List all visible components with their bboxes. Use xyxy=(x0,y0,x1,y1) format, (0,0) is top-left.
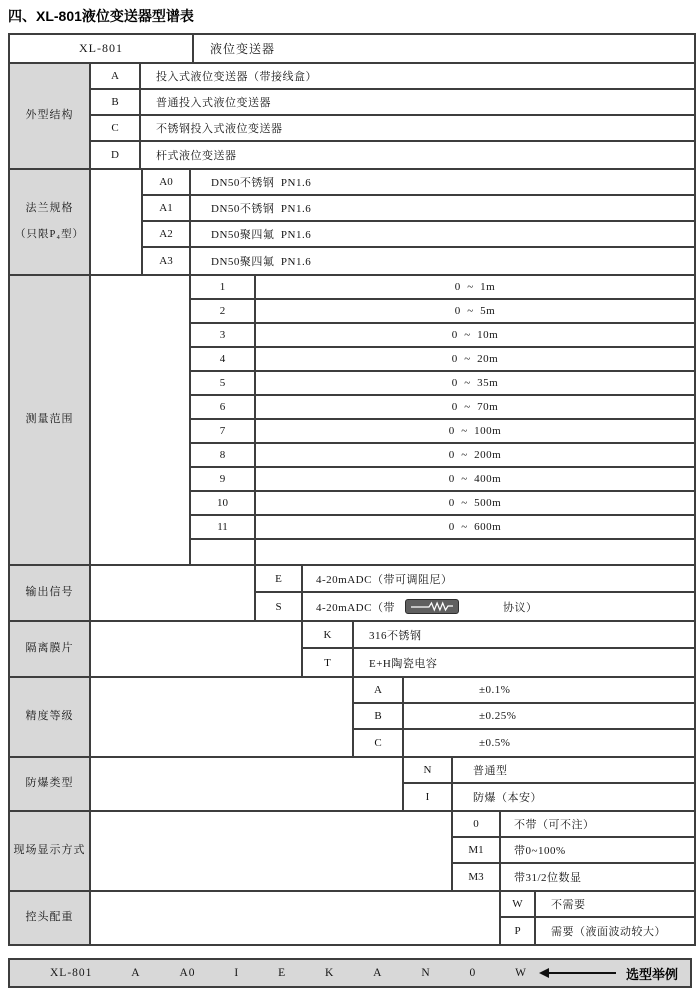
option-desc-cell: ±0.25% xyxy=(479,710,517,722)
option-desc-cell: 0 ~ 10m xyxy=(451,329,499,341)
category-label: 现场显示方式 xyxy=(13,844,86,857)
option-code-cell: 0 xyxy=(453,812,501,836)
example-codes xyxy=(22,967,527,979)
option-desc-cell: 4-20mADC（带可调阻尼） xyxy=(316,573,453,586)
option-desc-cell: 0 ~ 500m xyxy=(448,497,502,509)
section-row xyxy=(10,64,694,170)
indent-spacer-cell xyxy=(91,758,404,810)
option-row xyxy=(191,468,694,492)
category-label: 法兰规格 xyxy=(25,202,74,215)
option-desc-cell: 不需要 xyxy=(551,899,586,911)
example-code: A xyxy=(373,967,383,979)
option-desc-cell: 0 ~ 1m xyxy=(454,281,496,293)
option-code-cell: 1 xyxy=(191,276,256,298)
option-code-cell: K xyxy=(303,622,354,647)
option-row xyxy=(143,196,694,222)
option-row xyxy=(191,372,694,396)
section-row xyxy=(10,622,694,678)
option-code-cell: A3 xyxy=(143,248,191,274)
option-desc-cell: 不带（可不注） xyxy=(514,819,595,831)
category-cell xyxy=(10,678,91,756)
option-desc-cell: 不锈钢投入式液位变送器 xyxy=(156,123,283,135)
option-code-cell: A xyxy=(354,678,404,702)
option-code-cell: 8 xyxy=(191,444,256,466)
option-row xyxy=(303,622,694,649)
option-desc-cell: 普通投入式液位变送器 xyxy=(156,97,271,109)
option-row xyxy=(191,324,694,348)
option-row xyxy=(354,730,694,756)
option-row xyxy=(404,758,694,784)
category-cell xyxy=(10,64,91,168)
option-code-cell: A2 xyxy=(143,222,191,246)
option-desc-cell: ±0.5% xyxy=(479,737,511,749)
category-label: 防爆类型 xyxy=(25,777,74,790)
indent-spacer-cell xyxy=(91,566,256,620)
option-desc-cell: E+H陶瓷电容 xyxy=(369,657,438,670)
option-row xyxy=(191,300,694,324)
option-desc-cell: 防爆（本安） xyxy=(473,792,542,804)
option-row xyxy=(501,892,694,918)
option-row xyxy=(453,864,694,890)
section-row xyxy=(10,758,694,812)
option-row xyxy=(191,348,694,372)
option-desc-cell: DN50聚四氟 PN1.6 xyxy=(211,229,312,241)
option-code-cell: I xyxy=(404,784,453,810)
option-code-cell: 6 xyxy=(191,396,256,418)
option-code-cell: 3 xyxy=(191,324,256,346)
option-code-cell: B xyxy=(354,704,404,728)
option-code-cell: M3 xyxy=(453,864,501,890)
option-code-cell: 9 xyxy=(191,468,256,490)
option-code-cell: T xyxy=(303,649,354,676)
option-code-cell: 7 xyxy=(191,420,256,442)
hart-protocol-logo xyxy=(405,599,459,614)
option-code-cell: 5 xyxy=(191,372,256,394)
example-code: XL-801 xyxy=(50,967,93,979)
page-title: 四、XL-801液位变送器型谱表 xyxy=(8,8,194,24)
option-code-cell: C xyxy=(354,730,404,756)
option-row xyxy=(91,90,694,116)
option-code-cell: D xyxy=(91,142,141,168)
option-desc-cell: 0 ~ 20m xyxy=(451,353,499,365)
option-row xyxy=(453,838,694,864)
option-desc-cell: ±0.1% xyxy=(479,684,511,696)
category-note: （只限P₄型） xyxy=(14,229,84,241)
category-cell xyxy=(10,276,91,564)
option-row xyxy=(256,566,694,593)
option-row xyxy=(191,516,694,540)
section-row xyxy=(10,892,694,944)
left-arrow-icon xyxy=(541,972,616,974)
option-code-cell: S xyxy=(256,593,303,620)
option-desc-cell: 杆式液位变送器 xyxy=(156,150,237,162)
section-row xyxy=(10,566,694,622)
indent-spacer-cell xyxy=(91,678,354,756)
option-row xyxy=(191,396,694,420)
category-cell xyxy=(10,622,91,676)
section-row xyxy=(10,276,694,566)
section-row xyxy=(10,678,694,758)
option-desc-cell: 带0~100% xyxy=(514,845,566,857)
option-code-cell: 4 xyxy=(191,348,256,370)
option-row xyxy=(191,276,694,300)
indent-spacer-cell xyxy=(91,812,453,890)
option-code-cell: B xyxy=(91,90,141,114)
option-row xyxy=(404,784,694,810)
example-code: A0 xyxy=(179,967,196,979)
option-row xyxy=(91,142,694,168)
indent-spacer-cell xyxy=(91,170,143,274)
option-row xyxy=(191,420,694,444)
option-code-cell: P xyxy=(501,918,536,944)
option-code-cell: N xyxy=(404,758,453,782)
category-cell xyxy=(10,812,91,890)
example-label: 选型举例 xyxy=(625,966,678,982)
option-code-cell xyxy=(191,540,256,564)
category-label: 测量范围 xyxy=(25,413,74,426)
option-desc-cell: 0 ~ 400m xyxy=(448,473,502,485)
category-label: 精度等级 xyxy=(25,710,74,723)
indent-spacer-cell xyxy=(91,276,191,564)
model-header-row xyxy=(10,35,694,64)
option-row xyxy=(191,444,694,468)
category-cell xyxy=(10,566,91,620)
category-label: 控头配重 xyxy=(25,911,74,924)
table-sections xyxy=(10,64,694,944)
option-desc-cell: 316不锈钢 xyxy=(369,629,422,642)
category-cell xyxy=(10,758,91,810)
option-desc-cell: 0 ~ 5m xyxy=(454,305,496,317)
example-code: W xyxy=(515,967,527,979)
option-row xyxy=(143,248,694,274)
model-code-cell: XL-801 xyxy=(10,35,194,62)
example-bar xyxy=(8,958,692,988)
option-desc-cell: DN50聚四氟 PN1.6 xyxy=(211,256,312,268)
option-row xyxy=(191,540,694,564)
option-code-cell: 11 xyxy=(191,516,256,538)
section-row xyxy=(10,170,694,276)
option-row xyxy=(143,170,694,196)
option-code-cell: A0 xyxy=(143,170,191,194)
option-desc-cell: 0 ~ 100m xyxy=(448,425,502,437)
option-row xyxy=(501,918,694,944)
option-desc-cell xyxy=(303,593,694,620)
option-desc-cell: 0 ~ 35m xyxy=(451,377,499,389)
option-desc-cell: 0 ~ 70m xyxy=(451,401,499,413)
option-row xyxy=(91,116,694,142)
example-code: K xyxy=(324,967,335,979)
option-desc-cell xyxy=(256,540,694,564)
option-code-cell: W xyxy=(501,892,536,916)
option-row xyxy=(256,593,694,620)
option-row xyxy=(354,704,694,730)
option-code-cell: 2 xyxy=(191,300,256,322)
option-code-cell: M1 xyxy=(453,838,501,862)
option-code-cell: E xyxy=(256,566,303,591)
category-label: 隔离膜片 xyxy=(25,642,74,655)
option-row xyxy=(453,812,694,838)
option-desc-cell: 需要（液面波动较大） xyxy=(551,926,666,938)
model-name-cell: 液位变送器 xyxy=(210,42,276,56)
option-row xyxy=(191,492,694,516)
category-cell xyxy=(10,170,91,274)
option-row xyxy=(303,649,694,676)
option-row xyxy=(354,678,694,704)
option-code-cell: A1 xyxy=(143,196,191,220)
option-desc-cell: 投入式液位变送器（带接线盒） xyxy=(156,71,317,83)
option-code-cell: 10 xyxy=(191,492,256,514)
example-code: 0 xyxy=(469,967,477,979)
example-code: A xyxy=(131,967,141,979)
desc-prefix: 4-20mADC（带 xyxy=(316,601,395,614)
example-code: E xyxy=(278,967,287,979)
option-desc-cell: 普通型 xyxy=(473,765,508,777)
desc-suffix: 协议） xyxy=(502,601,538,614)
option-desc-cell: DN50不锈钢 PN1.6 xyxy=(211,177,312,189)
indent-spacer-cell xyxy=(91,892,501,944)
option-code-cell: C xyxy=(91,116,141,140)
example-code: N xyxy=(421,967,431,979)
option-row xyxy=(143,222,694,248)
option-desc-cell: 带31/2位数显 xyxy=(514,872,582,884)
indent-spacer-cell xyxy=(91,622,303,676)
category-label: 外型结构 xyxy=(25,109,74,122)
option-code-cell: A xyxy=(91,64,141,88)
model-selection-table xyxy=(8,33,696,946)
section-row xyxy=(10,812,694,892)
option-desc-cell: 0 ~ 200m xyxy=(448,449,502,461)
option-row xyxy=(91,64,694,90)
option-desc-cell: 0 ~ 600m xyxy=(448,521,502,533)
category-cell xyxy=(10,892,91,944)
example-code: I xyxy=(234,967,240,979)
option-desc-cell: DN50不锈钢 PN1.6 xyxy=(211,203,312,215)
category-label: 输出信号 xyxy=(25,586,74,599)
